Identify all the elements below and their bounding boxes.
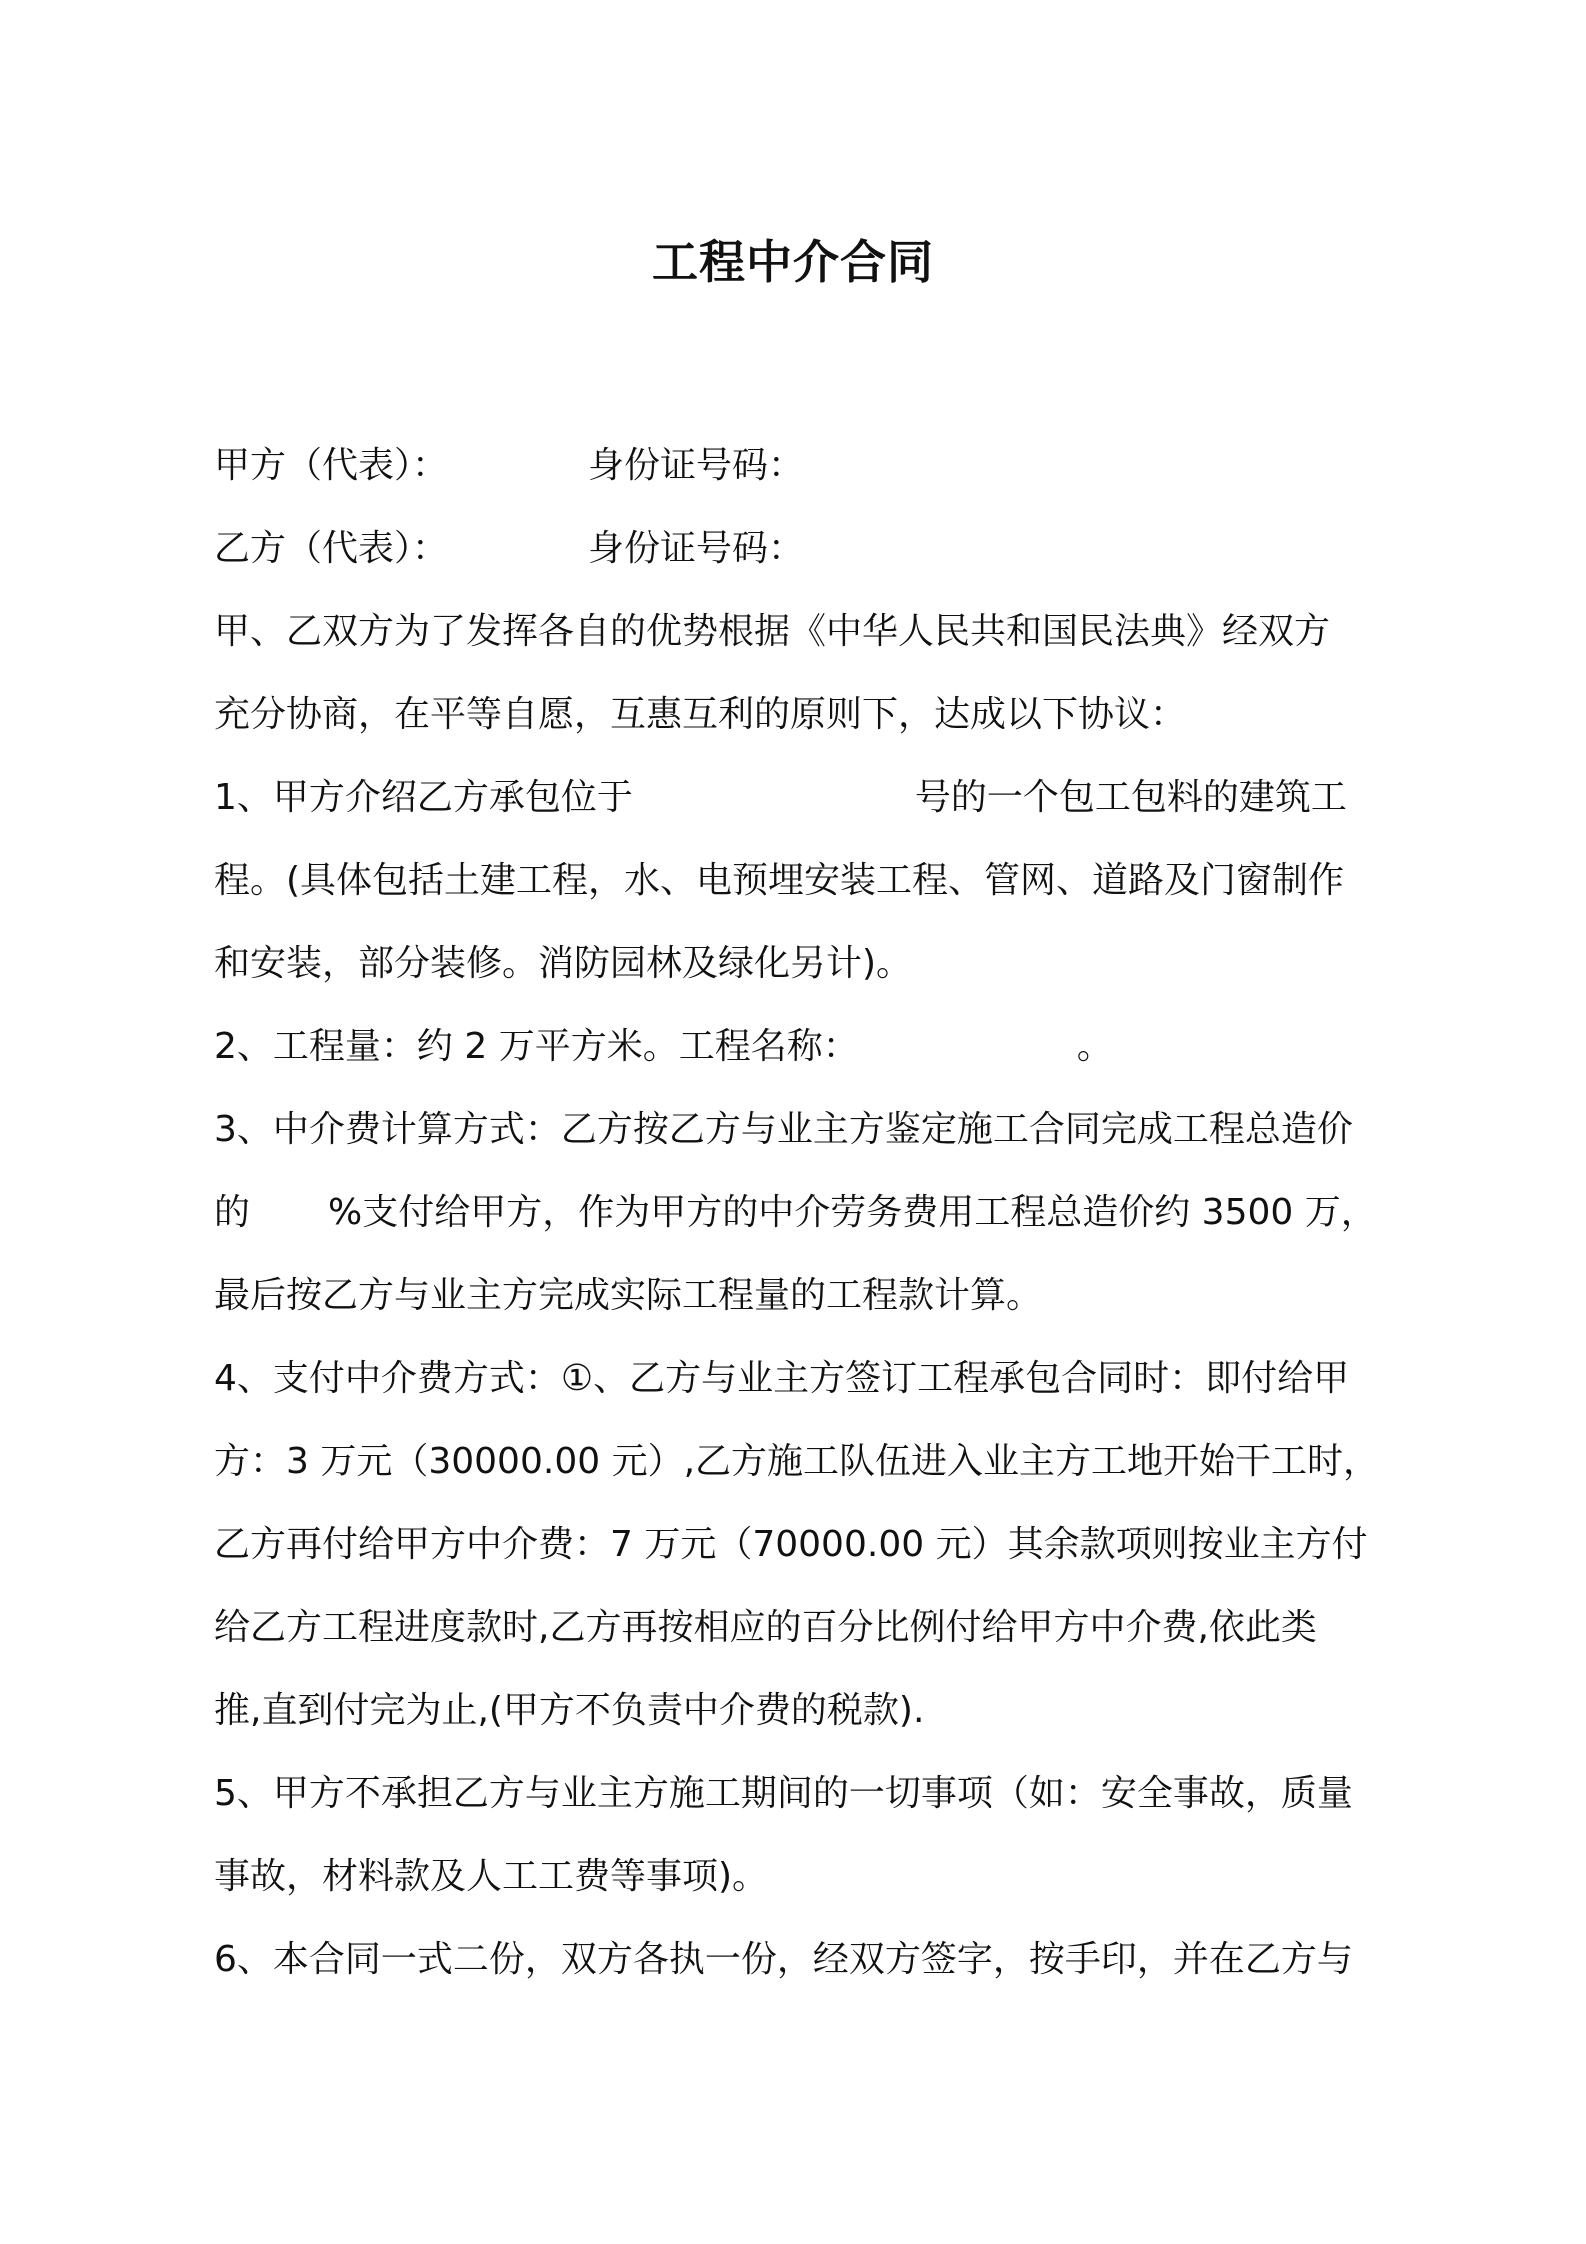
clause-2-text-b: 。 [1076, 1026, 1113, 1067]
clause-6-line-1: 6、本合同一式二份，双方各执一份，经双方签字，按手印，并在乙方与 [214, 1939, 1353, 1980]
clause-1-text-b: 号的一个包工包料的建筑工 [914, 777, 1347, 818]
clause-4-line-3: 乙方再付给甲方中介费：7 万元（70000.00 元）其余款项则按业主方付 [214, 1524, 1368, 1565]
clause-4-line-5: 推,直到付完为止,(甲方不负责中介费的税款). [214, 1690, 925, 1731]
party-b-id-label: 身份证号码： [588, 528, 805, 569]
clause-1-text-a: 1、甲方介绍乙方承包位于 [214, 777, 633, 818]
party-a-id-label: 身份证号码： [588, 445, 805, 486]
clause-3-line-1: 3、中介费计算方式：乙方按乙方与业主方鉴定施工合同完成工程总造价 [214, 1109, 1353, 1150]
party-b-label: 乙方（代表）： [214, 528, 449, 569]
document-body [214, 424, 1384, 2001]
clause-3-text-a: 的 [214, 1192, 251, 1233]
document-title: 工程中介合同 [652, 235, 934, 289]
clause-4-line-1: 4、支付中介费方式：①、乙方与业主方签订工程承包合同时：即付给甲 [214, 1358, 1350, 1399]
clause-5-line-2: 事故，材料款及人工工费等事项)。 [214, 1856, 769, 1897]
clause-3-line-2 [214, 1171, 1384, 1254]
clause-3-text-b: %支付给甲方，作为甲方的中介劳务费用工程总造价约 3500 万， [328, 1192, 1377, 1233]
clause-1-line-2: 程。(具体包括土建工程，水、电预埋安装工程、管网、道路及门窗制作 [214, 860, 1345, 901]
party-b-line [214, 507, 1384, 590]
clause-2-text-a: 2、工程量：约 2 万平方米。工程名称： [214, 1026, 859, 1067]
intro-line-2: 充分协商，在平等自愿，互惠互利的原则下，达成以下协议： [214, 694, 1187, 735]
clause-5-line-1: 5、甲方不承担乙方与业主方施工期间的一切事项（如：安全事故，质量 [214, 1773, 1353, 1814]
intro-line-1: 甲、乙双方为了发挥各自的优势根据《中华人民共和国民法典》经双方 [214, 611, 1331, 652]
party-a-label: 甲方（代表）： [214, 445, 449, 486]
clause-4-line-4: 给乙方工程进度款时,乙方再按相应的百分比例付给甲方中介费,依此类 [214, 1607, 1317, 1648]
party-a-line [214, 424, 1384, 507]
clause-1-line-3: 和安装，部分装修。消防园林及绿化另计)。 [214, 943, 913, 984]
clause-1-line-1 [214, 756, 1384, 839]
clause-4-line-2: 方：3 万元（30000.00 元）,乙方施工队伍进入业主方工地开始干工时， [214, 1441, 1380, 1482]
clause-3-line-3: 最后按乙方与业主方完成实际工程量的工程款计算。 [214, 1275, 1043, 1316]
clause-2-line-1 [214, 1005, 1384, 1088]
